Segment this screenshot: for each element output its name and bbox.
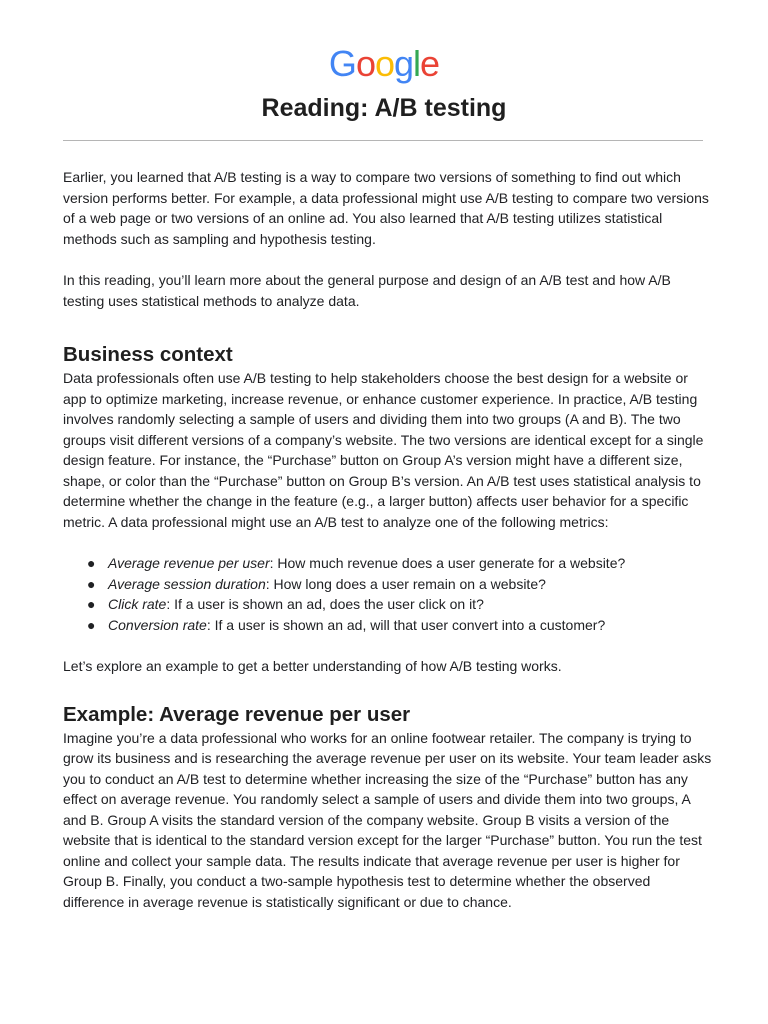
metric-term: Click rate <box>108 596 167 612</box>
list-item <box>63 615 713 636</box>
spacer <box>63 311 713 341</box>
example-paragraph: Imagine you’re a data professional who works for an online footwear retailer. The company is trying to grow its business and is researching the average revenue per user on its website. Your team leader asks you to conduct an A/B test to determine whether increasing the size of the “Purchase” button has any effect on average revenue. You randomly select a sample of users and divide them into two groups, A and B. Group A visits the standard version of the company website. Group B visits a version of the website that is identical to the standard version except for the larger “Purchase” button. You run the test online and collect your sample data. The results indicate that average revenue per user is higher for Group B. Finally, you conduct a two-sample hypothesis test to determine whether the observed difference in average revenue is statistically significant or due to chance. <box>63 729 712 910</box>
metric-term: Conversion rate <box>108 616 207 633</box>
spacer <box>63 532 713 553</box>
spacer <box>63 677 713 701</box>
title-divider <box>63 140 703 141</box>
spacer <box>63 249 713 270</box>
list-item <box>63 574 713 595</box>
metric-description: : If a user is shown an ad, does the user click on it? <box>166 596 484 612</box>
bullet-icon: ● <box>87 555 96 571</box>
metric-term: Average session duration <box>108 575 266 592</box>
logo-letter: g <box>394 43 414 84</box>
metric-term: Average revenue per user <box>108 555 270 571</box>
list-item <box>63 553 713 574</box>
logo-letter: o <box>355 43 375 84</box>
logo-letter: o <box>374 43 394 84</box>
logo-letter: l <box>413 43 421 84</box>
metric-description: : How long does a user remain on a website? <box>265 575 546 592</box>
logo-letter: G <box>328 43 356 84</box>
business-context-paragraph: Data professionals often use A/B testing to help stakeholders choose the best design for a website or app to optimize marketing, increase revenue, or enhance customer experience. In practice, A/B testing involves randomly selecting a sample of users and dividing them into two groups (A and B). The two groups visit different versions of a company’s website. The two versions are identical except for a single design feature. For instance, the “Purchase” button on Group A’s version might have a different size, shape, or color than the “Purchase” button on Group B’s version. An A/B test uses statistical analysis to determine whether the change in the feature (e.g., a larger button) affects user behavior for a specific metric. A data professional might use an A/B test to analyze one of the following metrics: <box>63 370 704 530</box>
intro-paragraph-1: Earlier, you learned that A/B testing is a way to compare two versions of something to find out which version performs better. For example, a data professional might use A/B testing to compare two versions of a web page or two versions of an online ad. You also learned that A/B testing utilizes statistical methods such as sampling and hypothesis testing. <box>63 169 709 247</box>
section-heading-business-context: Business context <box>63 343 233 366</box>
bullet-icon: ● <box>87 596 96 612</box>
bullet-icon: ● <box>87 616 96 633</box>
intro-paragraph-2: In this reading, you’ll learn more about the general purpose and design of an A/B test and how A/B testing uses statistical methods to analyze data. <box>63 272 671 309</box>
page-title: Reading: A/B testing <box>261 94 507 122</box>
google-logo <box>0 44 768 84</box>
logo-letter: e <box>420 43 440 84</box>
metric-description: : How much revenue does a user generate for a website? <box>269 555 626 571</box>
metric-description: : If a user is shown an ad, will that user convert into a customer? <box>206 616 606 633</box>
document-body <box>63 167 713 912</box>
spacer <box>63 635 713 656</box>
example-intro-paragraph: Let’s explore an example to get a better understanding of how A/B testing works. <box>63 658 562 674</box>
bullet-icon: ● <box>87 575 96 592</box>
metrics-list <box>63 553 713 635</box>
section-heading-example: Example: Average revenue per user <box>63 702 411 726</box>
list-item <box>63 594 713 615</box>
